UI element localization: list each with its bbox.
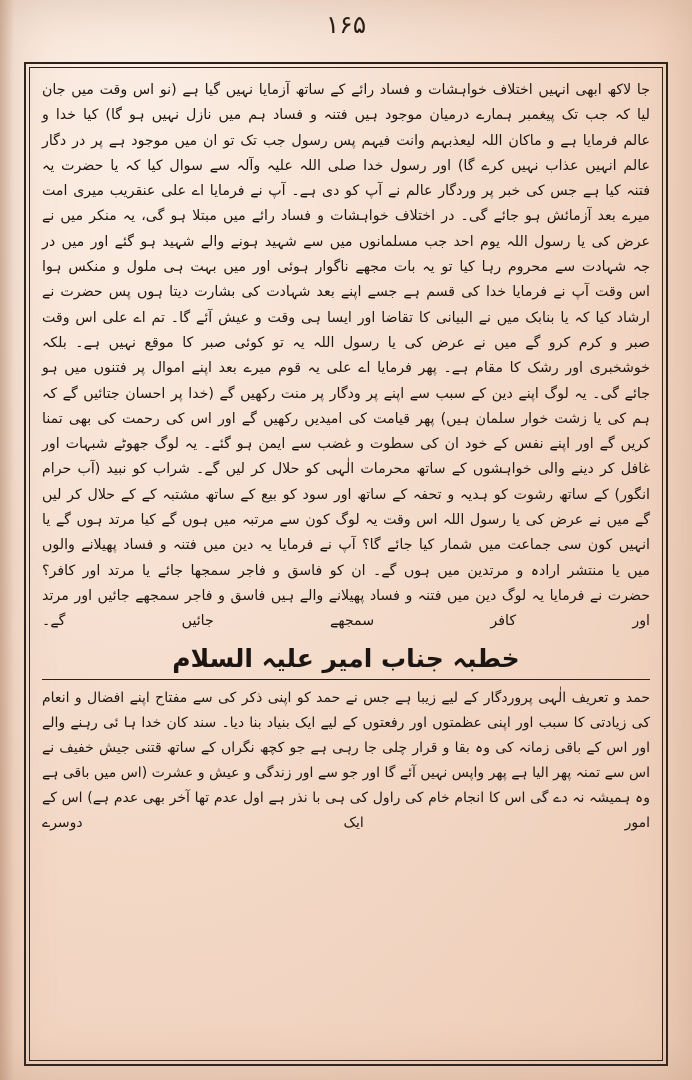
- page-number: ۱۶۵: [325, 10, 367, 39]
- main-body-text: [42, 78, 650, 635]
- body-paragraph: جا لاکھ ابھی انہیں اختلاف خواہشات و فساد رائے کے ساتھ آزمایا نہیں گیا ہے (نو اس وقت میں جان لیا کہ جب تک پیغمبر ہمارے درمیان موجود ہیں فتنہ و فساد ہم میں نازل نہیں ہو گا) کیا خدا و عالم فرمایا ہے و ماکان اللہ لیعذبہم وانت فیہم پس رسول جب تک تو ان میں موجود ہے پر در دگار عالم انہیں عذاب نہیں کرے گا) اور رسول خدا صلی اللہ علیہ وآلہ سے سوال کیا کہ یا حضرت یہ فتنہ کیا ہے جس کی خبر پر وردگار عالم نے آپ کو دی ہے۔ آپ نے فرمایا اے علی عنقریب میری امت میرے بعد آزمائش ہو جائے گی۔ در اختلاف خواہشات و فساد رائے میں مبتلا ہو گی، یہ منکر میں نے عرض کی یا رسول اللہ یوم احد جب مسلمانوں میں سے شہید ہونے والے شہید ہو گئے اور میں در جہ شہادت سے محروم رہا کیا تو یہ بات مجھے ناگوار ہوئی اور میں بہت ہی ملول و منکس ہوا اس وقت آپ نے فرمایا خدا کی قسم ہے جسے اپنے بعد شہادت کی بشارت دیتا ہوں پس حضرت نے ارشاد کیا کہ یا بنابک میں نے البیانی کا تقاضا اور ایسا ہی وقت و عیش آئے گا۔ تم اے علی اس وقت صبر و کرم کرو گے میں نے عرض کی یا رسول اللہ یہ تو کوئی صبر کا موقع نہیں ہے۔ بلکہ خوشخبری اور رشک کا مقام ہے۔ پھر فرمایا اے علی یہ قوم میرے بعد اپنے اموال پر فتنوں میں ہو جائے گی۔ یہ لوگ اپنے دین کے سبب سے اپنے پر ودگار پر منت رکھیں گے (خدا پر احسان جتائیں گے کہ ہم کی یا زشت خوار سلمان ہیں) پھر قیامت کی امیدیں رکھیں گے اور اس کی رحمت کی بھی تمنا کریں گے اور اپنے نفس کے خود ان کی سطوت و غضب سے ایمن ہو گئے۔ یہ لوگ جھوٹے شبہات اور غافل کر دینے والی خواہشوں کے ساتھ محرمات الٰہی کو حلال کر لیں گے۔ شراب کو نبید (آب حرام انگور) کے ساتھ رشوت کو ہدیہ و تحفہ کے ساتھ اور سود کو بیع کے ساتھ مشتبہ کے کے حلال کر لیں گے میں نے عرض کی یا رسول اللہ اس وقت یہ لوگ کون سے مرتبہ میں ہوں گے کیا مرتد ہوں گے یا انہیں کون سی جماعت میں شمار کیا جائے گا؟ آپ نے فرمایا یہ دین میں فتنہ و فساد پھیلانے والوں میں یا منتشر ارادہ و مرتدین میں ہوں گے۔ ان کو فاسق و فاجر سمجھا جائے یا مرتد اور کافر؟ حضرت نے فرمایا یہ لوگ دین میں فتنہ و فساد پھیلانے والے ہیں فاسق و فاجر سمجھے جائیں اور مرتد اور کافر سمجھے جائیں گے۔: [42, 82, 650, 630]
- page-spine-shadow: [0, 0, 14, 1080]
- section-body-text: [42, 686, 650, 836]
- section-heading: خطبہ جناب امیر علیہ السلام: [172, 643, 520, 673]
- text-frame-inner: [29, 67, 663, 1061]
- section-paragraph: حمد و تعریف الٰہی پروردگار کے لیے زیبا ہے جس نے حمد کو اپنی ذکر کی سے مفتاح اپنے افضال و انعام کی زیادتی کا سبب اور اپنی عظمتوں اور رفعتوں کے لیے ایک بنیاد بنا دیا۔ سند کان خدا ہا ئی رہنے والے اور اس کے باقی زمانہ کی وہ بقا و قرار چلی جا رہی ہے جو کچھ نگراں کے ساتھ قتنی جیش خفیف نے اس سے تمنہ پھر الیا ہے پھر واپس نہیں آئے گا اور جو سے اور زندگی و عیش و عشرت (اس میں باقی ہے وہ ہمیشہ نہ دے گی اس کا انجام خام کی راول کی ہی با نذر ہے اول عدم تھا آخر بھی عدم ہے) اس کے امور ایک دوسرے: [42, 689, 650, 831]
- heading-divider: [42, 679, 650, 680]
- text-frame-outer: [24, 62, 668, 1066]
